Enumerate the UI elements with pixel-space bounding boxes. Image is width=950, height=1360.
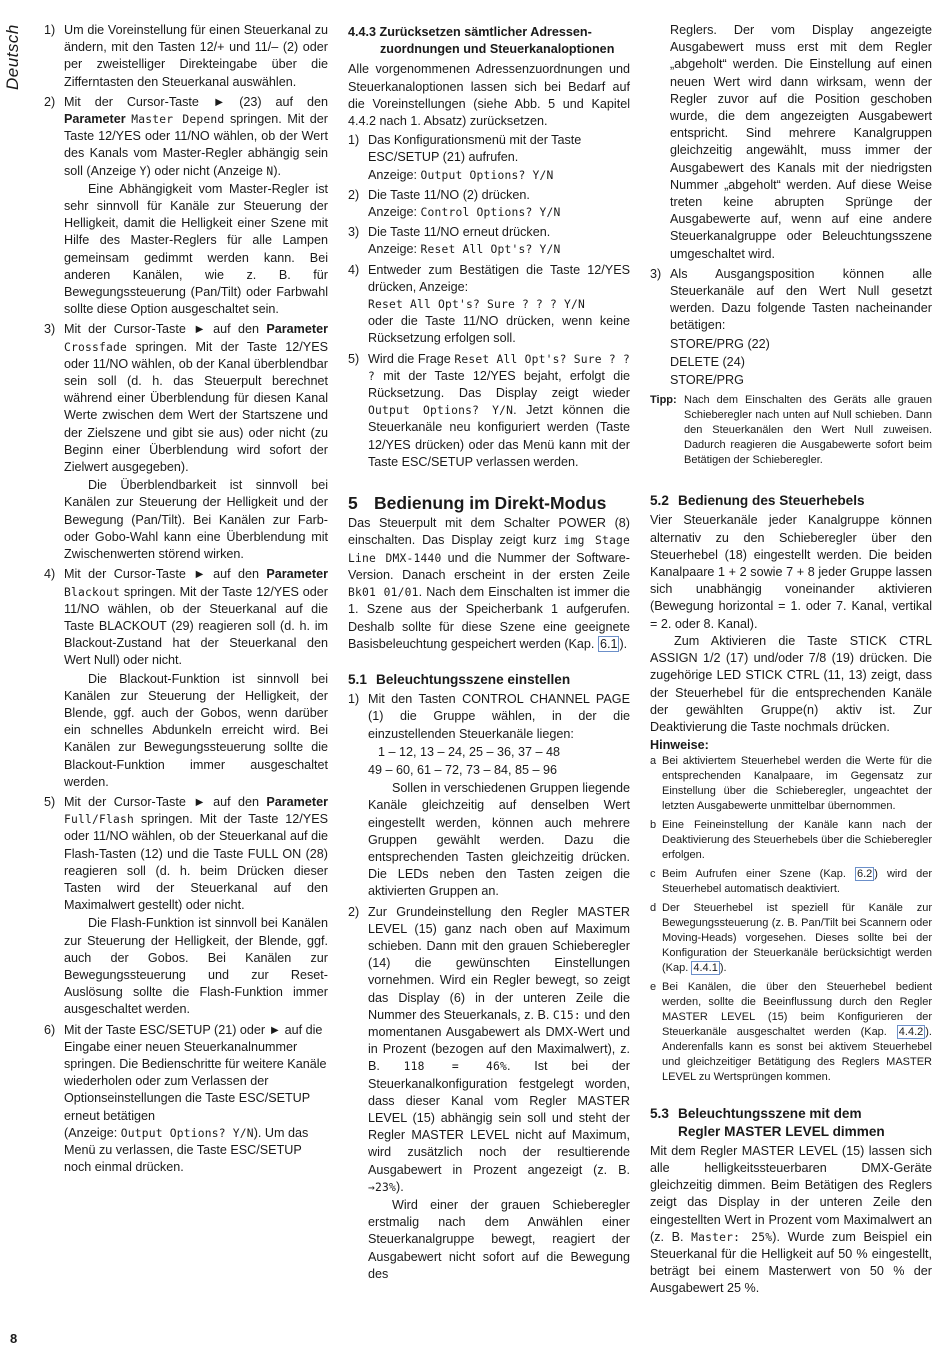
chapter-link[interactable]: 6.1 [599, 636, 618, 651]
paragraph: Mit der Cursor-Taste ► auf den Parameter Full/Flash springen. Mit der Taste 12/YES oder 11/NO wählen, ob der Steuerkanal auf die Flash-Tasten (12) und die Taste FULL ON (28) reagieren soll (d. h. beim Drücken dieser Tasten wird der Steuerkanal auf den Maximalwert gestellt) oder nicht. [64, 794, 328, 913]
section-heading-5: 5 Bedienung im Direkt-Modus [348, 493, 607, 514]
chapter-link[interactable]: 4.4.2 [898, 1026, 924, 1039]
paragraph: Alle vorgenommenen Adressenzuordnungen und Steuerkanaloptionen lassen sich bei Bedarf auf die Voreinstellungen (siehe Abb. 5 und Kapitel 4.4.2 nach 1. Absatz) zurücksetzen. [348, 62, 630, 129]
section-heading-5-1: 5.1 Beleuchtungsszene einstellen [348, 671, 571, 687]
list-item: 3) Als Ausgangsposition können alle Steuerkanäle auf den Wert Null gesetzt werden. Dazu folgende Tasten nacheinander betätigen: STORE/PRG (22) DELETE (24) STORE/PRG [650, 266, 932, 388]
hint-item: e Bei Kanälen, die über den Steuerhebel bedient werden, sollte die Beeinflussung durch den Regler MASTER LEVEL (15) beim Konfigurieren der Steuerkanäle ausgeschaltet werden (Kap. 4.4.2 ). Anderenfalls kann es sonst bei aktivem Steuerhebel und gleichzeitiger Betätigung des Reglers MASTER LEVEL zu Wertsprüngen kommen. [650, 981, 932, 1084]
chapter-link[interactable]: 4.4.1 [693, 962, 718, 975]
section-heading-5-3: 5.3 Beleuchtungsszene mit dem Regler MASTER LEVEL dimmen [650, 1106, 885, 1139]
paragraph: Vier Steuerkanäle jeder Kanalgruppe können alternativ zu den Schieberegler über den Steuerhebel (18) eingestellt werden. Die beiden Kanalpaare 1 + 2 sowie 7 + 8 jeder Gruppe lassen sich unabhängig voneinander aktivieren (Bewegung horizontal = 1. oder 7. Kanal, vertikal = 2. oder 8. Kanal). [650, 513, 932, 631]
hint-heading: Hinweise: [650, 738, 709, 753]
paragraph: Die Blackout-Funktion ist sinnvoll bei Kanälen zur Steuerung der Helligkeit, der Blende, ggf. auch der Gobos, wenn darüber ein schnelles Abdunkeln erreicht wird. Bei Kanälen zur Bewegungssteuerung sollte die Blackout-Funktion immer ausgeschaltet werden. [64, 671, 328, 789]
list-item: 1) Mit den Tasten CONTROL CHANNEL PAGE (1) die Gruppe wählen, in der die einzustellenden Steuerkanäle liegen: 1 – 12, 13 – 24, 25 – 36, 37 – 48 49 – 60, 61 – 72, 73 – 84, 85 – 96 Sollen in verschiedenen Gruppen liegende Kanäle gleichzeitig auf denselben Wert eingestellt werden, können auch mehrere Gruppen gewählt werden. Dazu die entsprechenden Tasten gleichzeitig drücken. Die LEDs neben den Tasten zeigen die aktivierten Gruppen an. [348, 692, 630, 899]
paragraph: Mit der Cursor-Taste ► auf den Parameter Crossfade springen. Mit der Taste 12/YES oder 11/NO wählen, ob der Kanal überblendbar sein soll (d. h. das Steuerpult berechnet während einer Überblendung für diesen Kanal Werte zwischen dem Wert der Startszene und der Zielszene und gibt sie aus) oder nicht (zu Beginn einer Überblendung wird sofort der Zielwert ausgegeben). [64, 322, 328, 475]
paragraph: Reglers. Der vom Display angezeigte Ausgabewert muss erst mit dem Regler „abgeholt“ werden. Die Einstellung auf einen neuen Wert wird dann wirksam, wenn der Regler zuvor auf die Position geschoben wurde, die dem angezeigten Ausgabewert entspricht. Sind mehrere Kanalgruppen gleichzeitig angewählt, muss immer der Ausgabewert des Kanals mit der niedrigsten Nummer „abgeholt“ werden. Auf diese Weise treten keine abrupten Sprünge der Ausgabewerte auf, wenn auf eine andere Steuerkanalgruppe oder Beleuchtungsszene umgeschaltet wird. [670, 23, 932, 261]
page-number: 8 [10, 1331, 18, 1346]
paragraph: Die Überblendbarkeit ist sinnvoll bei Kanälen zur Steuerung der Helligkeit und der Bewegung (Pan/Tilt). Bei Kanälen zur Farb- oder Gobo-Wahl kann eine Überblendung mit Zwischenwerten störend wirken. [64, 478, 328, 562]
section-heading-5-2: 5.2 Bedienung des Steuerhebels [650, 493, 865, 509]
hint-item: a Bei aktiviertem Steuerhebel werden die Werte für die entsprechenden Kanalpaare, im Gegensatz zur Einstellung über die Schieberegler, ungeachtet der letzten Ausgabewerte unmittelbar übernommen. [650, 755, 932, 813]
list-item: 1) Das Konfigurationsmenü mit der Taste ESC/SETUP (21) aufrufen. Anzeige: Output Options? Y/N [348, 133, 582, 182]
paragraph: Um die Voreinstellung für einen Steuerkanal zu ändern, mit den Tasten 12/+ und 11/– (2) oder per zweistelliger Direkteingabe über die Zifferntasten den Steuerkanal auswählen. [64, 23, 328, 89]
section-heading-4-4-3: 4.4.3 Zurücksetzen sämtlicher Adressen- zuordnungen und Steuerkanaloptionen [348, 25, 615, 57]
paragraph: Die Flash-Funktion ist sinnvoll bei Kanälen zur Steuerung der Helligkeit, der Blende, ggf. auch der Gobos. Bei Kanälen zur Bewegungssteuerung und zur Reset-Auslösung sollte die Flash-Funktion immer ausgeschaltet werden. [64, 916, 328, 1017]
tip-box: Tipp: Nach dem Einschalten des Geräts alle grauen Schieberegler nach unten auf Null schieben. Dann den Steuerkanälen den Wert Null zuweisen. Dadurch reagieren die Ausgabewerte sofort beim Betätigen der Schieberegler. [650, 394, 932, 467]
column-2 [348, 22, 630, 1286]
chapter-link[interactable]: 6.2 [856, 868, 873, 881]
list-item: 3) Mit der Cursor-Taste ► auf den Parameter Crossfade springen. Mit der Taste 12/YES oder 11/NO wählen, ob der Kanal überblendbar sein soll (d. h. das Steuerpult berechnet während einer Überblendung für diesen Kanal Werte zwischen dem Wert der Startszene und der Zielszene und gibt sie aus) oder nicht (zu Beginn einer Überblendung wird sofort der Zielwert ausgegeben). Die Überblendbarkeit ist sinnvoll bei Kanälen zur Steuerung der Helligkeit und der Bewegung (Pan/Tilt). Bei Kanälen zur Farb- oder Gobo-Wahl kann eine Überblendung mit Zwischenwerten störend wirken. [44, 321, 328, 563]
list-item: 4) Entweder zum Bestätigen die Taste 12/YES drücken, Anzeige: Reset All Opt's? Sure ? ? ? Y/N oder die Taste 11/NO drücken, wenn keine Rücksetzung erfolgen soll. [348, 262, 630, 346]
list-item: 2) Mit der Cursor-Taste ► (23) auf den Parameter Master Depend springen. Mit der Taste 12/YES oder 11/NO wählen, ob der Wert des Kanals vom Master-Regler abhängig sein soll (Anzeige Y) oder nicht (Anzeige N). Eine Abhängigkeit vom Master-Regler ist sehr sinnvoll für Kanäle zur Steuerung der Helligkeit, damit die Helligkeit einer Szene mit Hilfe des Master-Reglers für alle Lampen gemeinsam gedimmt werden kann. Bei anderen Kanälen, wie z. B. für Bewegungssteuerung (Pan/Tilt) oder Farbwahl sollte diese Option ausgeschaltet sein. [44, 94, 328, 319]
paragraph: Mit der Cursor-Taste ► auf den Parameter Blackout springen. Mit der Taste 12/YES oder 11/NO wählen, ob der Steuerkanal auf die Taste BLACKOUT (29) reagieren soll (d. h. im Blackout-Zustand hat der Steuerkanal den Wert Null) oder nicht. [64, 567, 328, 668]
paragraph: Zum Aktivieren die Taste STICK CTRL ASSIGN 1/2 (17) und/oder 7/8 (19) drücken. Die zugehörige LED STICK CTRL (11, 13) zeigt, dass der Steuerhebel für die entsprechenden Kanäle der gewählten Gruppe(n) aktiv ist. Zur Deaktivierung die Taste nochmals drücken. [650, 633, 932, 734]
paragraph: Das Steuerpult mit dem Schalter POWER (8) einschalten. Das Display zeigt kurz img Stage Line DMX-1440 und die Nummer der Software-Version. Danach erscheint in der ersten Zeile Bk01 01/01. Nach dem Einschalten ist immer die 1. Szene aus der Speicherbank 1 aufgerufen. Deshalb sollte für diese Szene eine geeignete Basisbeleuchtung gespeichert werden (Kap. 6.1 ). [348, 516, 631, 651]
list-item: 6) Mit der Taste ESC/SETUP (21) oder ► auf die Eingabe einer neuen Steuerkanalnummer springen. Die Bedienschritte für weitere Kanäle wiederholen oder zum Verlassen der Optionseinstellungen die Taste ESC/SETUP erneut betätigen (Anzeige: Output Options? Y/N). Um das Menü zu verlassen, die Taste ESC/SETUP noch einmal drücken. [44, 1022, 328, 1177]
list-item: 3) Die Taste 11/NO erneut drücken. Anzeige: Reset All Opt's? Y/N [348, 225, 561, 257]
language-tab: Deutsch [3, 24, 22, 90]
list-item: 2) Zur Grundeinstellung den Regler MASTER LEVEL (15) ganz nach oben auf Maximum schieben. Dann mit den grauen Schieberegler (14) die gewünschten Einstellungen vornehmen. Wird ein Regler bewegt, so zeigt das Display (6) in der unteren Zeile die Nummer des Steuerkanals, z. B. C15: und den momentanen Ausgabewert als DMX-Wert und in Prozent (bezogen auf den Maximalwert), z. B. 118 = 46%. Ist bei der Steuerkanalkonfiguration festgelegt worden, dass dieser Kanal vom Regler MASTER LEVEL (15) abhängig sein soll und steht der Regler MASTER LEVEL nicht auf Maximum, wird zusätzlich noch der resultierende Ausgabewert in Prozent angezeigt (z. B. →23%). Wird einer der grauen Schieberegler erstmalig nach dem Anwählen einer Steuerkanalgruppe bewegt, reagiert der Ausgabewert nicht sofort auf die Bewegung des [348, 904, 630, 1281]
paragraph: Mit der Taste ESC/SETUP (21) oder ► auf die Eingabe einer neuen Steuerkanalnummer springen. Die Bedienschritte für weitere Kanäle wiederholen oder zum Verlassen der Optionseinstellungen die Taste ESC/SETUP erneut betätigen (Anzeige: Output Options? Y/N). Um das Menü zu verlassen, die Taste ESC/SETUP noch einmal drücken. [64, 1022, 327, 1175]
list-item: 2) Die Taste 11/NO (2) drücken. Anzeige: Control Options? Y/N [348, 187, 561, 220]
list-item: 1) Um die Voreinstellung für einen Steuerkanal zu ändern, mit den Tasten 12/+ und 11/– (2) oder per zweistelliger Direkteingabe über die Zifferntasten den Steuerkanal auswählen. [44, 22, 328, 91]
column-1 [44, 22, 328, 1179]
hint-item: c Beim Aufrufen einer Szene (Kap. 6.2 ) wird der Steuerhebel automatisch deaktiviert. [650, 868, 933, 896]
hint-item: d Der Steuerhebel ist speziell für Kanäle zur Bewegungssteuerung (z. B. Pan/Tilt bei Scannern oder Moving-Heads) vorgesehen. Dieses sollte bei der Konfiguration der Steuerkanäle berücksichtigt werden (Kap. 4.4.1 ). [650, 902, 932, 975]
paragraph: Eine Abhängigkeit vom Master-Regler ist sehr sinnvoll für Kanäle zur Steuerung der Helligkeit, damit die Helligkeit einer Szene mit Hilfe des Master-Reglers für alle Lampen gemeinsam gedimmt werden kann. Bei anderen Kanälen, wie z. B. für Bewegungssteuerung (Pan/Tilt) oder Farbwahl sollte diese Option ausgeschaltet sein. [64, 181, 328, 317]
paragraph: Mit dem Regler MASTER LEVEL (15) lassen sich alle helligkeitssteuerbaren DMX-Geräte gleichzeitig dimmen. Beim Betätigen des Reglers zeigt das Display in der unteren Zeile den eingestellten Wert in Prozent vom Maximalwert an (z. B. Master: 25%). Wurde zum Beispiel ein Steuerkanal für die Helligkeit auf 50 % eingestellt, beträgt bei einem Masterwert von 50 % der Ausgabewert 25 %. [650, 1143, 932, 1296]
list-item: 5) Wird die Frage Reset All Opt's? Sure ? ? ? mit der Taste 12/YES bejaht, erfolgt die Rücksetzung. Das Display zeigt wieder Output Options? Y/N. Jetzt können die Steuerkanäle neu konfiguriert werden (Taste 12/YES drücken) oder das Menü kann mit der Taste ESC/SETUP verlassen werden. [348, 351, 630, 469]
list-item: 4) Mit der Cursor-Taste ► auf den Parameter Blackout springen. Mit der Taste 12/YES oder 11/NO wählen, ob der Steuerkanal auf die Taste BLACKOUT (29) reagieren soll (d. h. im Blackout-Zustand hat der Steuerkanal den Wert Null) oder nicht. Die Blackout-Funktion ist sinnvoll bei Kanälen zur Steuerung der Helligkeit, der Blende, ggf. auch der Gobos, wenn darüber ein schnelles Abdunkeln erreicht wird. Bei Kanälen zur Bewegungssteuerung sollte die Blackout-Funktion immer ausgeschaltet werden. [44, 566, 328, 791]
column-3 [650, 22, 932, 1298]
list-item: 5) Mit der Cursor-Taste ► auf den Parameter Full/Flash springen. Mit der Taste 12/YES oder 11/NO wählen, ob der Steuerkanal auf die Flash-Tasten (12) und die Taste FULL ON (28) reagieren soll (d. h. beim Drücken dieser Tasten wird der Steuerkanal auf den Maximalwert gestellt) oder nicht. Die Flash-Funktion ist sinnvoll bei Kanälen zur Steuerung der Helligkeit, der Blende, ggf. auch der Gobos. Bei Kanälen zur Bewegungssteuerung und zur Reset-Auslösung sollte die Flash-Funktion immer ausgeschaltet werden. [44, 794, 328, 1019]
paragraph: Mit der Cursor-Taste ► (23) auf den Parameter Master Depend springen. Mit der Taste 12/YES oder 11/NO wählen, ob der Wert des Kanals vom Master-Regler abhängig sein soll (Anzeige Y) oder nicht (Anzeige N). [64, 94, 328, 178]
hint-item: b Eine Feineinstellung der Kanäle kann nach der Deaktivierung des Steuerhebels über die Schieberegler erfolgen. [650, 819, 932, 862]
